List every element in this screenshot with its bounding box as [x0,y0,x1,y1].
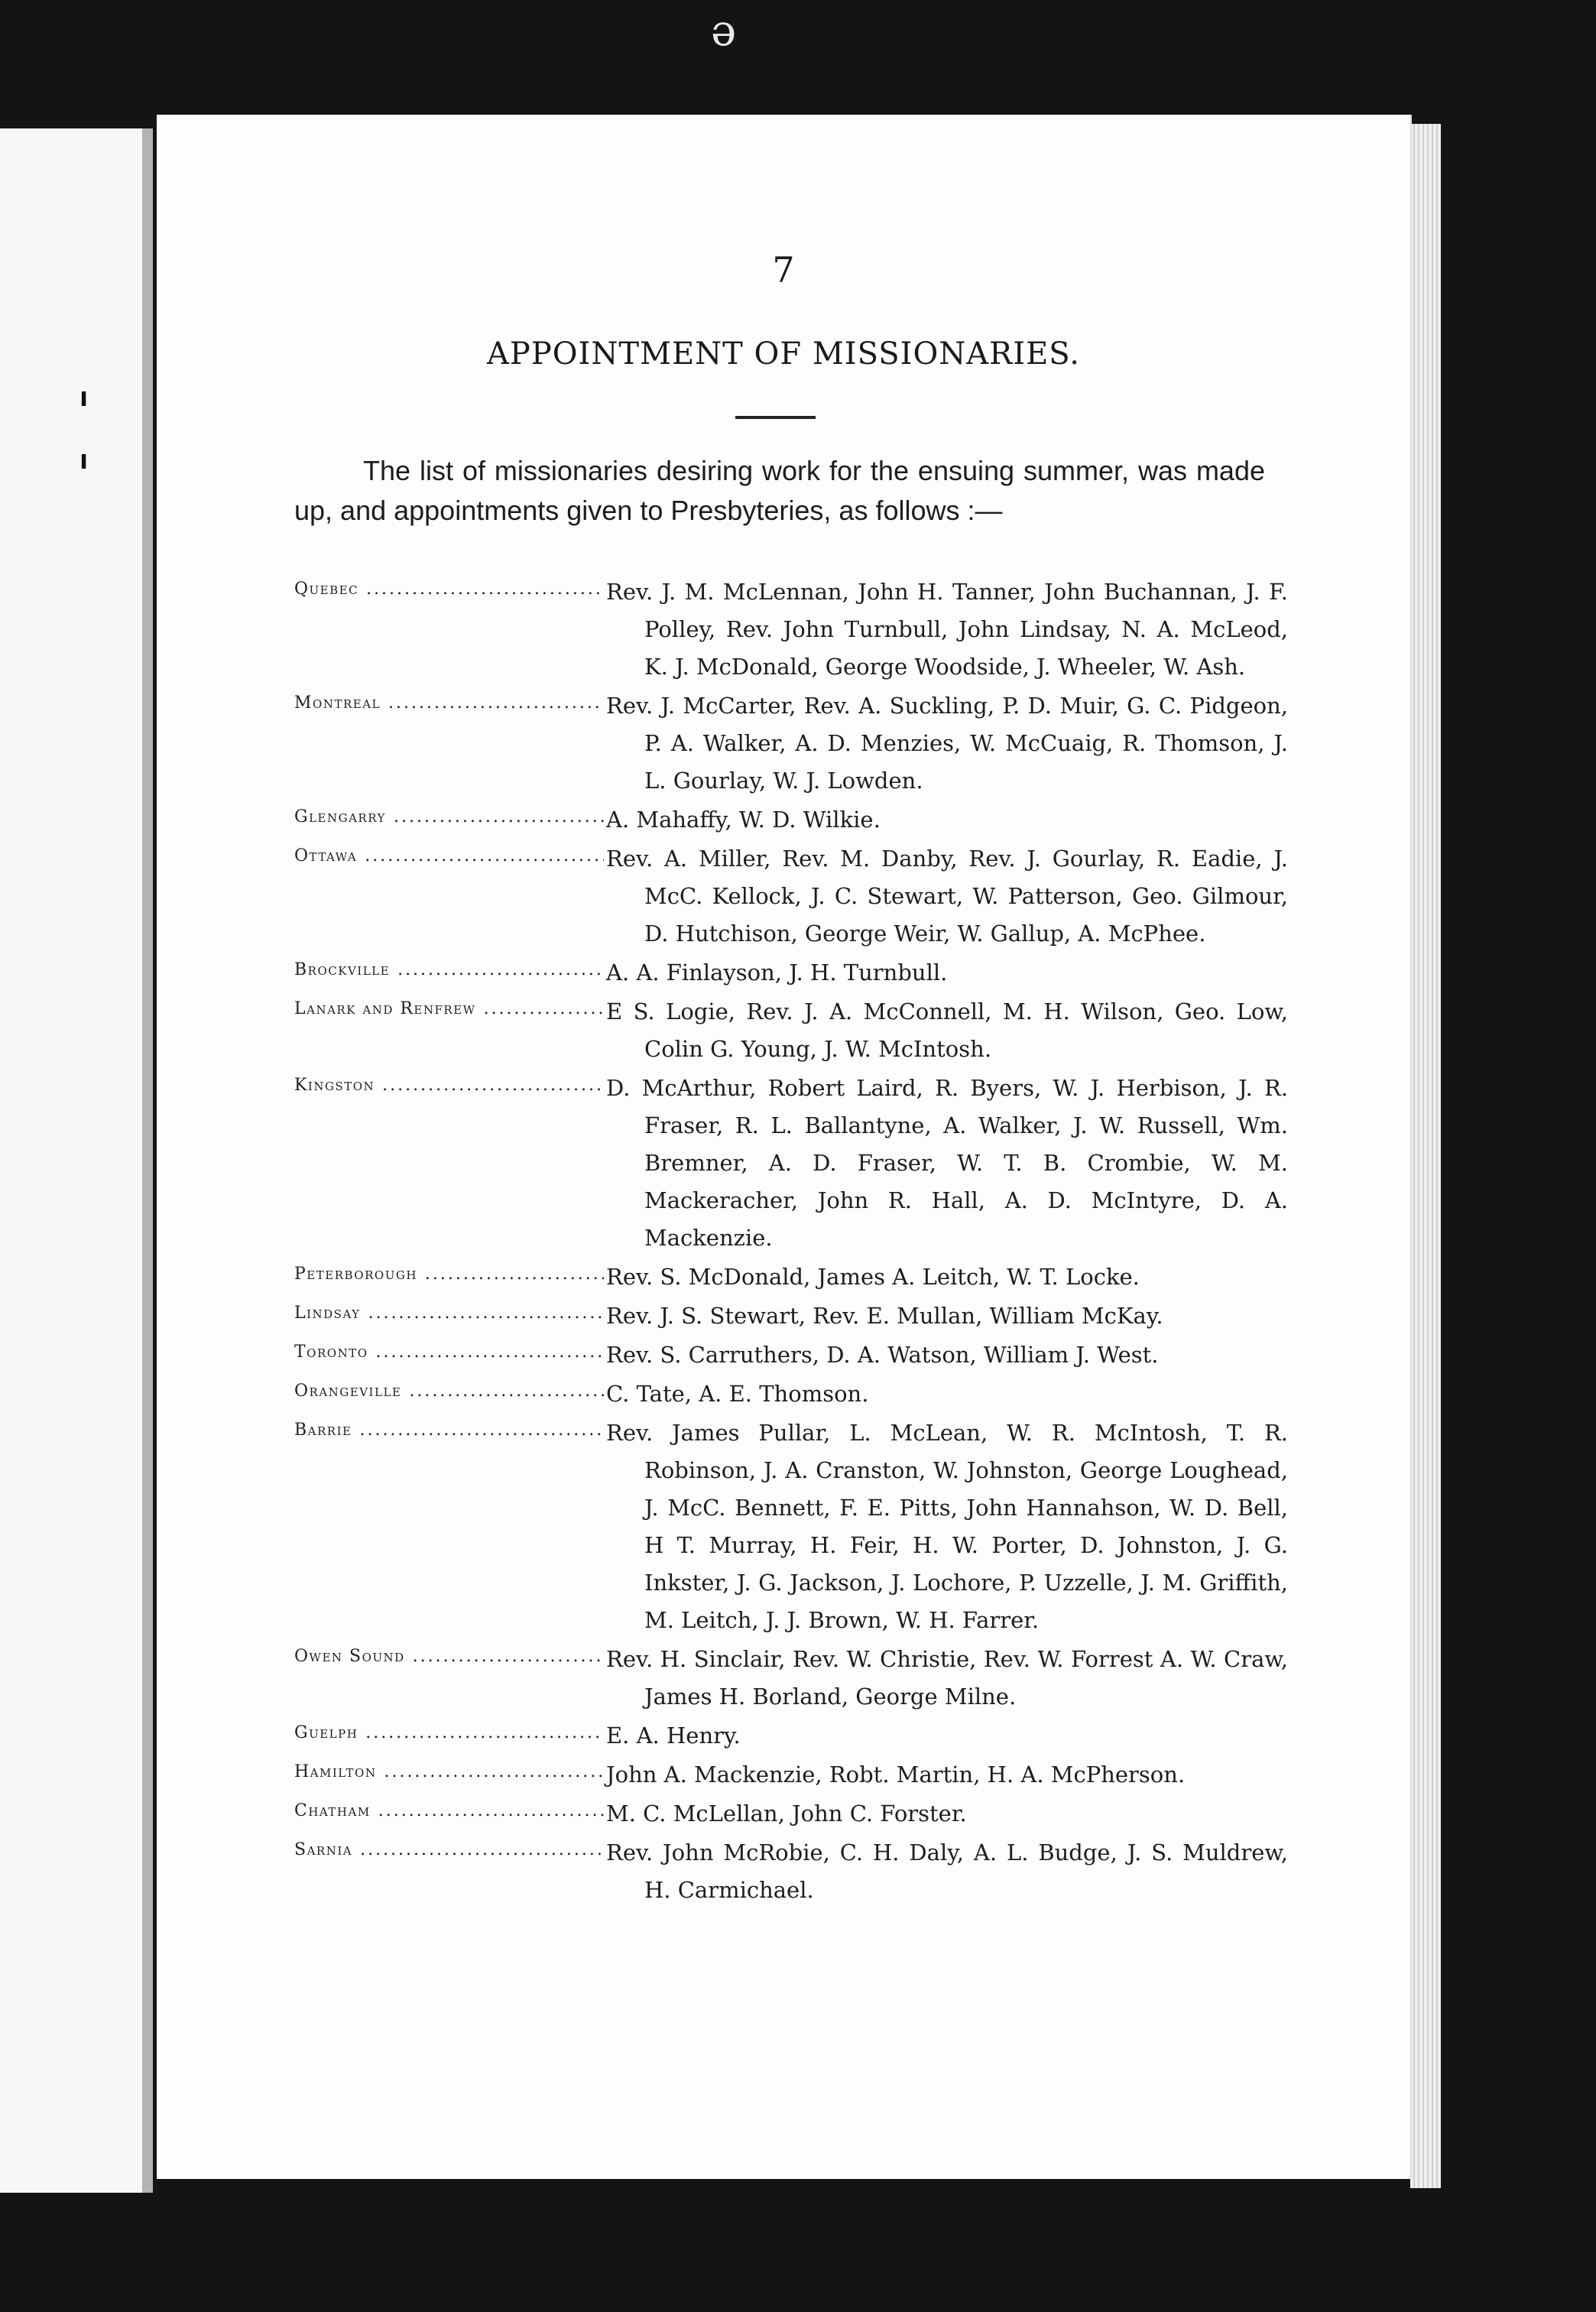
missionary-names: A. Mahaffy, W. D. Wilkie. [606,807,881,833]
presbytery-entry [294,1641,1288,1716]
presbytery-entry [294,954,1288,992]
missionary-names: John A. Mackenzie, Robt. Martin, H. A. McPherson. [606,1762,1186,1788]
missionary-names: Rev. John McRobie, C. H. Daly, A. L. Budge, J. S. Muldrew, H. Carmichael. [606,1840,1288,1903]
missionary-names: D. McArthur, Robert Laird, R. Byers, W. J. Herbison, J. R. Fraser, R. L. Ballantyne, A. Walker, J. W. Russell, Wm. Bremner, A. D. Fraser, W. T. B. Crombie, W. M. Mackeracher, John R. Hall, A. D. McIntyre, D. A. Mackenzie. [606,1075,1288,1251]
presbytery-entry [294,993,1288,1068]
scan-top-mark: ə [711,6,737,56]
missionary-names: E. A. Henry. [606,1723,741,1749]
presbytery-entry [294,687,1288,800]
missionary-names: Rev. A. Miller, Rev. M. Danby, Rev. J. Gourlay, R. Eadie, J. McC. Kellock, J. C. Stewart, W. Patterson, Geo. Gilmour, D. Hutchison, George Weir, W. Gallup, A. McPhee. [606,846,1288,947]
presbytery-entry [294,1717,1288,1755]
left-margin-marks [76,381,142,506]
presbytery-entry [294,1297,1288,1335]
presbytery-entry [294,1070,1288,1257]
page-edge [1410,124,1441,2188]
margin-mark: ' [76,443,92,506]
presbytery-entry [294,801,1288,839]
missionary-names: Rev. J. S. Stewart, Rev. E. Mullan, William McKay. [606,1303,1163,1329]
right-page [157,115,1410,2179]
presbytery-entry [294,840,1288,953]
presbytery-name: Lindsay ..... [294,1304,604,1323]
missionary-names: Rev. J. M. McLennan, John H. Tanner, John Buchannan, J. F. Polley, Rev. John Turnbull, John Lindsay, N. A. McLeod, K. J. McDonald, George Woodside, J. Wheeler, W. Ash. [606,579,1288,680]
presbytery-entry [294,1375,1288,1413]
presbytery-list [294,573,1288,1911]
missionary-names: Rev. S. Carruthers, D. A. Watson, William J. West. [606,1342,1159,1368]
missionary-names: C. Tate, A. E. Thomson. [606,1381,869,1407]
presbytery-name: Peterborough ..... [294,1265,604,1284]
presbytery-name: Chatham ..... [294,1801,604,1820]
presbytery-name: Sarnia ..... [294,1840,604,1859]
presbytery-name: Guelph ..... [294,1723,604,1742]
presbytery-name: Kingston ..... [294,1076,604,1095]
presbytery-name: Hamilton ..... [294,1762,604,1781]
heading-rule [735,416,816,419]
presbytery-entry [294,1336,1288,1374]
presbytery-entry [294,1414,1288,1639]
presbytery-name: Quebec ..... [294,580,604,599]
presbytery-name: Ottawa ..... [294,846,604,865]
presbytery-name: Toronto ..... [294,1343,604,1362]
presbytery-name: Glengarry ..... [294,807,604,826]
missionary-names: M. C. McLellan, John C. Forster. [606,1801,967,1827]
missionary-names: Rev. S. McDonald, James A. Leitch, W. T. Locke. [606,1264,1140,1290]
presbytery-name: Lanark and Renfrew ..... [294,999,604,1018]
missionary-names: A. A. Finlayson, J. H. Turnbull. [606,960,948,986]
presbytery-entry [294,1258,1288,1296]
page-heading: APPOINTMENT OF MISSIONARIES. [487,336,1080,372]
presbytery-entry [294,1834,1288,1909]
presbytery-name: Orangeville ..... [294,1382,604,1401]
presbytery-name: Brockville ..... [294,960,604,979]
page-number: 7 [772,249,795,291]
presbytery-name: Barrie ..... [294,1421,604,1440]
margin-mark: ' [76,381,92,443]
intro-paragraph: The list of missionaries desiring work for the ensuing summer, was made up, and appointments given to Presbyteries, as follows :— [294,455,1265,526]
presbytery-entry [294,1756,1288,1794]
presbytery-name: Owen Sound ..... [294,1647,604,1666]
missionary-names: E S. Logie, Rev. J. A. McConnell, M. H. Wilson, Geo. Low, Colin G. Young, J. W. McIntosh. [606,999,1288,1062]
presbytery-entry [294,1795,1288,1833]
presbytery-entry [294,573,1288,686]
missionary-names: Rev. James Pullar, L. McLean, W. R. McIntosh, T. R. Robinson, J. A. Cranston, W. Johnston, George Loughead, J. McC. Bennett, F. E. Pitts, John Hannahson, W. D. Bell, H T. Murray, H. Feir, H. W. Porter, D. Johnston, J. G. Inkster, J. G. Jackson, J. Lochore, P. Uzzelle, J. M. Griffith, M. Leitch, J. J. Brown, W. H. Farrer. [606,1420,1288,1633]
presbytery-name: Montreal ..... [294,693,604,713]
missionary-names: Rev. H. Sinclair, Rev. W. Christie, Rev. W. Forrest A. W. Craw, James H. Borland, George Milne. [606,1646,1288,1710]
missionary-names: Rev. J. McCarter, Rev. A. Suckling, P. D. Muir, G. C. Pidgeon, P. A. Walker, A. D. Menzies, W. McCuaig, R. Thomson, J. L. Gourlay, W. J. Lowden. [606,693,1288,794]
left-page [0,128,153,2193]
